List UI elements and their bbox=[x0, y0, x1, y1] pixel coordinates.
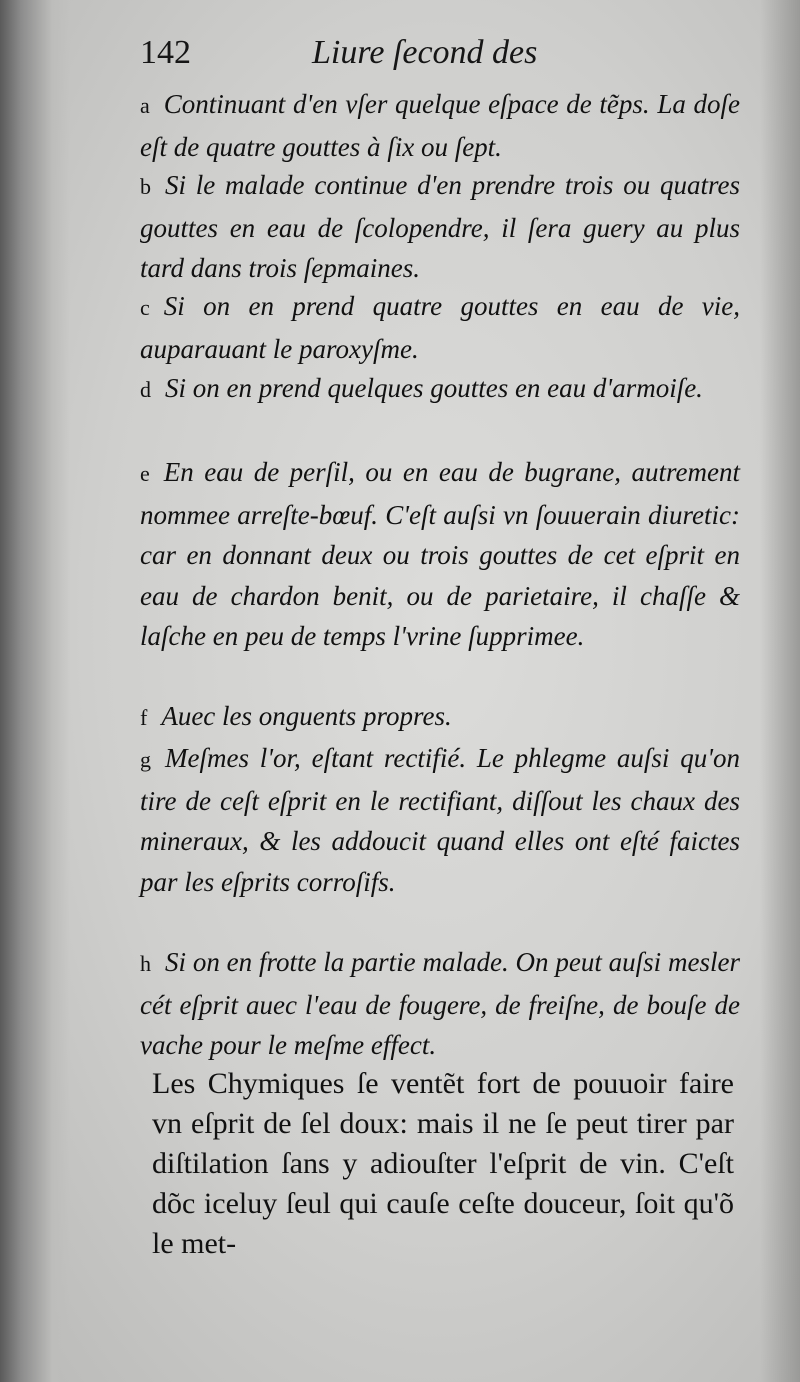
page-header bbox=[140, 28, 740, 78]
note-text: Continuant d'en vſer quelque eſpace de tẽps. La doſe eſt de quatre gouttes à ſix ou ſept. bbox=[140, 89, 740, 162]
note-text: Si on en prend quatre gouttes en eau de vie, auparauant le paroxyſme. bbox=[140, 291, 740, 364]
page-edge-shadow bbox=[760, 0, 800, 1382]
note-text: Si on en frotte la partie malade. On peut auſsi mesler cét eſprit auec l'eau de fougere, de freiſne, de bouſe de vache pour le meſme effect. bbox=[140, 947, 740, 1060]
note-text: Si le malade continue d'en prendre trois ou quatres gouttes en eau de ſcolopendre, il ſera guery au plus tard dans trois ſepmaines. bbox=[140, 170, 740, 283]
note-e bbox=[140, 452, 740, 657]
note-a bbox=[140, 84, 740, 167]
page-number: 142 bbox=[140, 34, 191, 71]
note-letter: a bbox=[140, 93, 150, 118]
note-text: En eau de perſil, ou en eau de bugrane, autrement nommee arreſte-bœuf. C'eſt auſsi vn ſouuerain diuretic: car en donnant deux ou trois gouttes de cet eſprit en eau de chardon benit, ou de parietaire, il chaſſe & laſche en peu de temps l'vrine ſupprimee. bbox=[140, 457, 740, 651]
note-b bbox=[140, 165, 740, 289]
note-letter: d bbox=[140, 377, 151, 402]
note-text: Auec les onguents propres. bbox=[161, 701, 452, 731]
note-letter: e bbox=[140, 461, 150, 486]
note-letter: g bbox=[140, 747, 151, 772]
note-c bbox=[140, 286, 740, 369]
running-title: Liure ſecond des bbox=[312, 34, 538, 71]
note-text: Meſmes l'or, eſtant rectifié. Le phlegme auſsi qu'on tire de ceſt eſprit en le rectifiant, diſſout les chaux des mineraux, & les addoucit quand elles ont eſté faictes par les eſprits corroſifs. bbox=[140, 743, 740, 897]
note-text: Si on en prend quelques gouttes en eau d'armoiſe. bbox=[165, 373, 703, 403]
note-letter: b bbox=[140, 174, 151, 199]
note-letter: h bbox=[140, 951, 151, 976]
binding-gutter-shadow bbox=[0, 0, 70, 1382]
main-paragraph: Les Chymiques ſe ventẽt fort de pouuoir faire vn eſprit de ſel doux: mais il ne ſe peut tirer par diſtilation ſans y adiouſter l'eſprit de vin. C'eſt dõc iceluy ſeul qui cauſe ceſte douceur, ſoit qu'õ le met- bbox=[152, 1067, 734, 1260]
note-h bbox=[140, 942, 740, 1066]
note-d bbox=[140, 368, 740, 411]
note-g bbox=[140, 738, 740, 902]
note-f bbox=[140, 696, 740, 739]
note-letter: c bbox=[140, 295, 150, 320]
note-letter: f bbox=[140, 705, 148, 730]
